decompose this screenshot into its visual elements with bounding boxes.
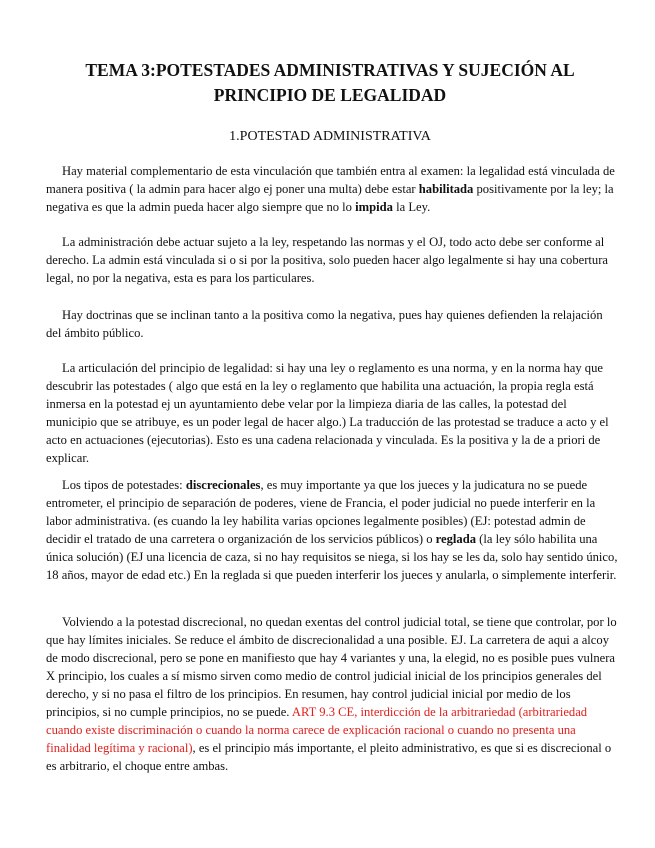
paragraph-text: positivamente por la ley; la negativa es que la admin pueda hacer algo siempre que no lo	[46, 182, 614, 214]
paragraph-text: La administración debe actuar sujeto a la ley, respetando las normas y el OJ, todo acto debe ser conforme al derecho. La admin está vinculada si o si por la positiva, solo pueden hacer algo legalmente si hay una cobertura legal, no por la negativa, esta es para los particulares.	[46, 235, 608, 285]
paragraph-text: , es muy importante ya que los jueces y la judicatura no se puede entrometer, el principio de separación de poderes, viene de Francia, el poder judicial no puede interferir en la labor administrativa. (es cuando la ley habilita varias opciones legalmente posibles) (EJ: potestad admin de decidir el tratado de una carretera o organización de los servicios públicos) o	[46, 478, 596, 546]
paragraph-text: Los tipos de potestades:	[62, 478, 186, 492]
paragraph-text: La articulación del principio de legalidad: si hay una ley o reglamento es una norma, y en la norma hay que descubrir las potestades ( algo que está en la ley o reglamento que habilita una actuación, la propia regla está inmersa en la potestad ej un ayuntamiento debe velar por la limpieza diaria de las calles, la potestad del municipio que se atribuye, es un poder legal de hacer algo.) La traducción de las protestad se traduce a acto y el acto en actuaciones (ejecutorias). Esto es una cadena relacionada y vinculada. Es la positiva y la de a priori de explicar.	[46, 361, 609, 465]
highlighted-article-9-3: ART 9.3 CE, interdicción de la arbitrariedad (arbitrariedad cuando existe discriminación o cuando la norma carece de explicación racional o cuando no presenta una finalidad legítima y racional)	[46, 705, 588, 755]
paragraph-text: (la ley sólo habilita una única solución) (EJ una licencia de caza, si no hay requisitos se niega, si los hay se les da, solo hay sentido único, 18 años, mayor de edad etc.) En la reglada si que pueden interferir los jueces y anularla, o simplemente interferir.	[46, 532, 618, 582]
emphasis-reglada: reglada	[435, 532, 477, 546]
emphasis-discrecionales: discrecionales	[185, 478, 261, 492]
paragraph-text: Hay doctrinas que se inclinan tanto a la positiva como la negativa, pues hay quienes defienden la relajación del ámbito público.	[46, 308, 603, 340]
paragraph-legality-articulation	[46, 359, 618, 467]
paragraph-text: , es el principio más importante, el pleito administrativo, es que si es discrecional o es arbitrario, el choque entre ambas.	[46, 741, 612, 773]
document-title: TEMA 3:POTESTADES ADMINISTRATIVAS Y SUJECIÓN AL PRINCIPIO DE LEGALIDAD	[85, 60, 575, 105]
paragraph-positive-binding	[46, 162, 618, 216]
paragraph-doctrines	[46, 306, 618, 342]
paragraph-text: la Ley.	[392, 200, 431, 214]
emphasis-impida: impida	[355, 200, 393, 214]
paragraph-types-of-powers	[46, 476, 618, 584]
paragraph-discretionary-power-control	[46, 613, 618, 775]
section-heading: 1.POTESTAD ADMINISTRATIVA	[229, 129, 431, 144]
paragraph-text: Volviendo a la potestad discrecional, no quedan exentas del control judicial total, se tiene que controlar, por lo que hay límites iniciales. Se reduce el ámbito de discrecionalidad a una posible. EJ. La carretera de aqui a alcoy de modo discrecional, pero se pone en manifiesto que hay 4 variantes y una, la elegid, no es posible pues vulnera X principio, los cuales a sí mismo sirven como medio de control judicial inicial de los principios generales del derecho, y si no pasa el filtro de los principios. En resumen, hay control judicial inicial por medio de los principios, si no cumple principios, no se puede.	[46, 615, 617, 719]
paragraph-text: Hay material complementario de esta vinculación que también entra al examen: la legalidad está vinculada de manera positiva ( la admin para hacer algo ej poner una multa) debe estar	[46, 164, 615, 196]
emphasis-habilitada: habilitada	[418, 182, 474, 196]
paragraph-administration-subject-to-law	[46, 233, 618, 287]
